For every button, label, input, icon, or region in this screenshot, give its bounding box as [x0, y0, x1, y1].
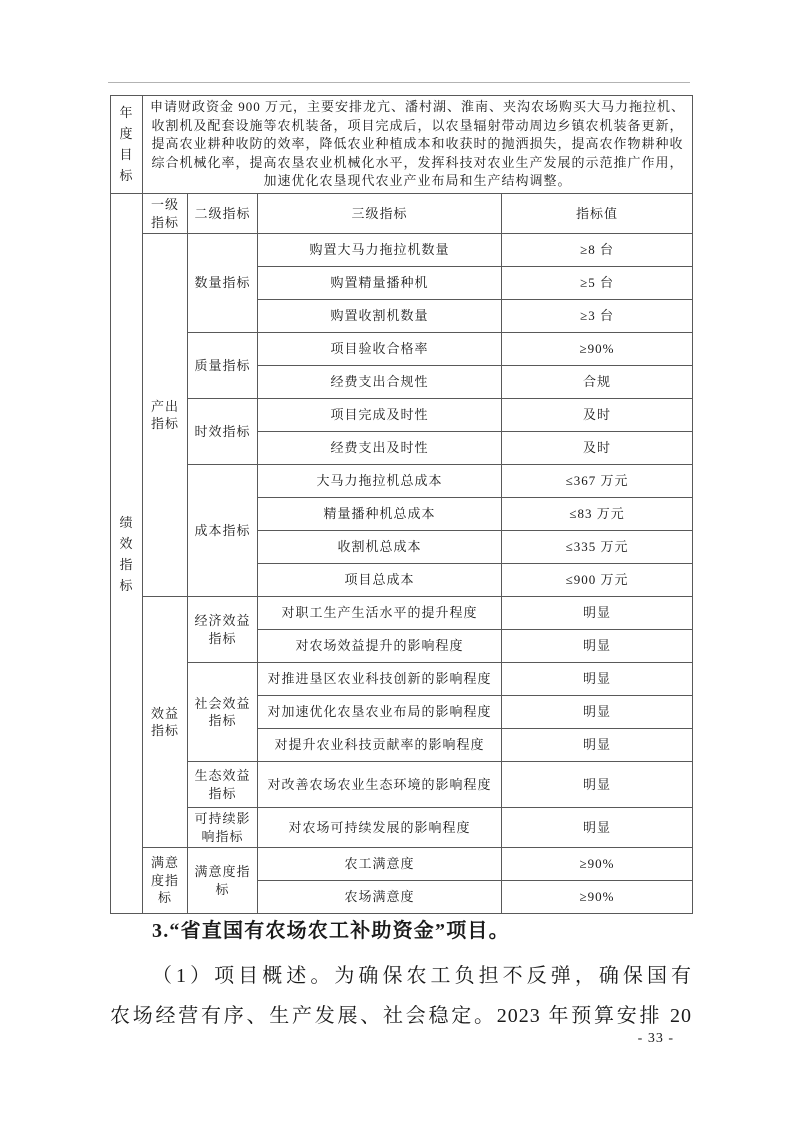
indicator-value: ≥3 台 — [502, 300, 693, 333]
indicator-value: 明显 — [502, 808, 693, 848]
indicator-value: 合规 — [502, 366, 693, 399]
page-number: - 33 - — [637, 1031, 674, 1046]
indicator-name: 项目验收合格率 — [258, 333, 502, 366]
indicator-value: 明显 — [502, 630, 693, 663]
indicator-name: 经费支出及时性 — [258, 432, 502, 465]
indicator-value: 及时 — [502, 399, 693, 432]
indicator-value: ≥5 台 — [502, 267, 693, 300]
indicator-name: 对提升农业科技贡献率的影响程度 — [258, 729, 502, 762]
level2-timeliness-indicators: 时效指标 — [188, 399, 258, 465]
paragraph-line: （1）项目概述。为确保农工负担不反弹，确保国有 — [152, 965, 692, 987]
indicator-name: 农工满意度 — [258, 848, 502, 881]
indicator-value: ≤335 万元 — [502, 531, 693, 564]
indicator-row — [111, 848, 693, 881]
side-label-performance-indicators: 绩效指标 — [111, 193, 143, 913]
indicator-name: 经费支出合规性 — [258, 366, 502, 399]
indicator-name: 对农场效益提升的影响程度 — [258, 630, 502, 663]
indicator-value: 明显 — [502, 663, 693, 696]
indicator-row — [111, 465, 693, 498]
level1-output-indicators: 产出指标 — [143, 234, 188, 597]
indicator-name: 购置收割机数量 — [258, 300, 502, 333]
header-level3: 三级指标 — [258, 193, 502, 233]
indicator-row — [111, 663, 693, 696]
level1-satisfaction-indicators: 满意度指标 — [143, 848, 188, 914]
indicator-name: 购置精量播种机 — [258, 267, 502, 300]
level2-social-benefit-indicators: 社会效益指标 — [188, 663, 258, 762]
indicator-value: 明显 — [502, 597, 693, 630]
level2-economic-benefit-indicators: 经济效益指标 — [188, 597, 258, 663]
indicator-value: ≤900 万元 — [502, 564, 693, 597]
paragraph-line: 农场经营有序、生产发展、社会稳定。2023 年预算安排 20 — [110, 1005, 692, 1027]
level1-benefit-indicators: 效益指标 — [143, 597, 188, 848]
indicator-value: ≤367 万元 — [502, 465, 693, 498]
annual-goal-text: 申请财政资金 900 万元，主要安排龙亢、潘村湖、淮南、夹沟农场购买大马力拖拉机、收割机及配套设施等农机装备，项目完成后，以农垦辐射带动周边乡镇农机装备更新，提高农业耕种收防的效率，降低农业种植成本和收获时的抛洒损失，提高农作物耕种收综合机械化率，提高农垦农业机械化水平，发挥科技对农业生产发展的示范推广作用，加速优化农垦现代农业产业布局和生产结构调整。 — [143, 96, 693, 194]
indicator-name: 收割机总成本 — [258, 531, 502, 564]
annual-goal-label: 年度目标 — [111, 96, 143, 194]
level2-quality-indicators: 质量指标 — [188, 333, 258, 399]
indicator-value: ≥90% — [502, 333, 693, 366]
indicator-row — [111, 808, 693, 848]
indicator-name: 农场满意度 — [258, 881, 502, 914]
indicator-name: 精量播种机总成本 — [258, 498, 502, 531]
indicator-name: 对职工生产生活水平的提升程度 — [258, 597, 502, 630]
indicator-row — [111, 762, 693, 808]
page-header-rule — [108, 82, 690, 83]
level2-sustainable-impact-indicators: 可持续影响指标 — [188, 808, 258, 848]
level2-ecological-benefit-indicators: 生态效益指标 — [188, 762, 258, 808]
indicator-value: ≥8 台 — [502, 234, 693, 267]
indicator-row — [111, 399, 693, 432]
level2-satisfaction-indicators: 满意度指标 — [188, 848, 258, 914]
indicator-value: 及时 — [502, 432, 693, 465]
header-level1: 一级指标 — [143, 193, 188, 233]
level2-cost-indicators: 成本指标 — [188, 465, 258, 597]
indicator-value: ≤83 万元 — [502, 498, 693, 531]
indicator-value: 明显 — [502, 729, 693, 762]
table-header-row — [111, 193, 693, 233]
indicator-value: 明显 — [502, 762, 693, 808]
annual-goal-row — [111, 96, 693, 194]
indicator-value: ≥90% — [502, 848, 693, 881]
indicator-name: 项目总成本 — [258, 564, 502, 597]
indicator-row — [111, 597, 693, 630]
indicator-name: 对农场可持续发展的影响程度 — [258, 808, 502, 848]
indicator-name: 购置大马力拖拉机数量 — [258, 234, 502, 267]
indicator-name: 项目完成及时性 — [258, 399, 502, 432]
indicator-name: 对推进垦区农业科技创新的影响程度 — [258, 663, 502, 696]
performance-indicator-table — [110, 95, 693, 914]
indicator-name: 大马力拖拉机总成本 — [258, 465, 502, 498]
indicator-name: 对改善农场农业生态环境的影响程度 — [258, 762, 502, 808]
section-heading: 3.“省直国有农场农工补助资金”项目。 — [152, 920, 510, 942]
level2-quantity-indicators: 数量指标 — [188, 234, 258, 333]
indicator-name: 对加速优化农垦农业布局的影响程度 — [258, 696, 502, 729]
indicator-row — [111, 234, 693, 267]
indicator-value: ≥90% — [502, 881, 693, 914]
header-value: 指标值 — [502, 193, 693, 233]
header-level2: 二级指标 — [188, 193, 258, 233]
indicator-row — [111, 333, 693, 366]
indicator-value: 明显 — [502, 696, 693, 729]
